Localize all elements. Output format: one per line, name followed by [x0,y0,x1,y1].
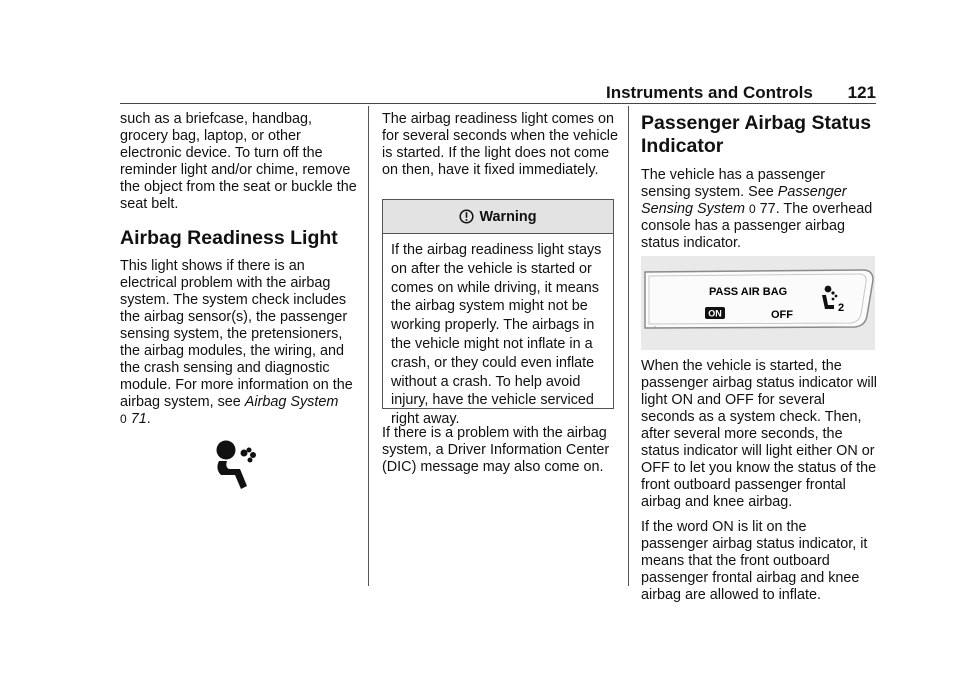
column-3-lower [641,358,877,604]
airbag-system-ref[interactable]: Airbag System [244,394,339,410]
page-ref-arrow-icon: 0 [748,202,756,216]
readiness-light-paragraph: The airbag readiness light comes on for several seconds when the vehicle is started. If the light does not come on then, have it fixed immediately. [382,111,618,178]
column-1 [120,111,358,428]
passenger-airbag-heading: Passenger Airbag Status Indicator [641,112,872,157]
column-3 [641,112,877,252]
page-header [606,83,876,105]
dic-message-paragraph: If there is a problem with the airbag system, a Driver Information Center (DIC) message may also come on. [382,425,610,475]
column-divider-2 [628,106,629,586]
panel-title: PASS AIR BAG [709,286,788,298]
column-divider-1 [368,106,369,586]
warning-label: Warning [479,208,537,225]
console-text: . The overhead console has a passenger airbag status indicator. [641,201,873,251]
page-ref-arrow-icon: 0 [120,412,127,426]
on-lit-paragraph: If the word ON is lit on the passenger airbag status indicator, it means that the front outboard passenger frontal airbag and knee airbag are allowed to inflate. [641,519,868,603]
airbag-system-page[interactable]: 71 [130,411,147,427]
panel-seat-number: 2 [838,302,845,314]
passenger-sensing-paragraph [641,167,877,252]
system-check-paragraph: When the vehicle is started, the passenger airbag status indicator will light ON and OFF for several seconds as a system check. Then, after several more seconds, the status indicator will light either ON or OFF to let you know the status of the front outboard passenger frontal airbag and knee airbag. [641,358,877,510]
column-2-lower [382,425,618,476]
airbag-readiness-text: This light shows if there is an electrical problem with the airbag system. The system check includes the airbag sensor(s), the passenger sensing system, the pretensioners, the airbag modules, the wiring, and the crash sensing and diagnostic module. For more information on the airbag system, see [120,258,353,410]
exclamation-circle-icon [459,209,474,224]
intro-paragraph: such as a briefcase, handbag, grocery bag, laptop, or other electronic device. To turn off the reminder light and/or chime, remove the object from the seat or buckle the seat belt. [120,111,357,212]
panel-off-label: OFF [771,309,793,321]
panel-on-label: ON [708,308,722,319]
airbag-readiness-paragraph [120,258,358,428]
airbag-readiness-heading: Airbag Readiness Light [120,227,338,249]
column-2 [382,111,618,179]
status-panel-svg [641,256,875,350]
header-rule [120,103,876,104]
page-number: 121 [847,83,876,102]
passenger-sensing-page[interactable]: 77 [759,201,776,217]
passenger-airbag-status-image [641,256,875,350]
airbag-readiness-icon [211,439,265,493]
section-title: Instruments and Controls [606,83,813,102]
warning-header [383,200,613,234]
warning-box [382,199,614,428]
warning-text: If the airbag readiness light stays on after the vehicle is started or comes on while driving, it means the airbag system might not be working properly. The airbags in the vehicle might not inflate in a crash, or they could even inflate without a crash. To help avoid injury, have the vehicle serviced right away. [391,242,602,428]
passenger-sensing-ref[interactable]: Passenger Sensing System [641,184,847,217]
ref-period: . [146,411,151,427]
passenger-sensing-text: The vehicle has a passenger sensing system. See [641,167,825,200]
